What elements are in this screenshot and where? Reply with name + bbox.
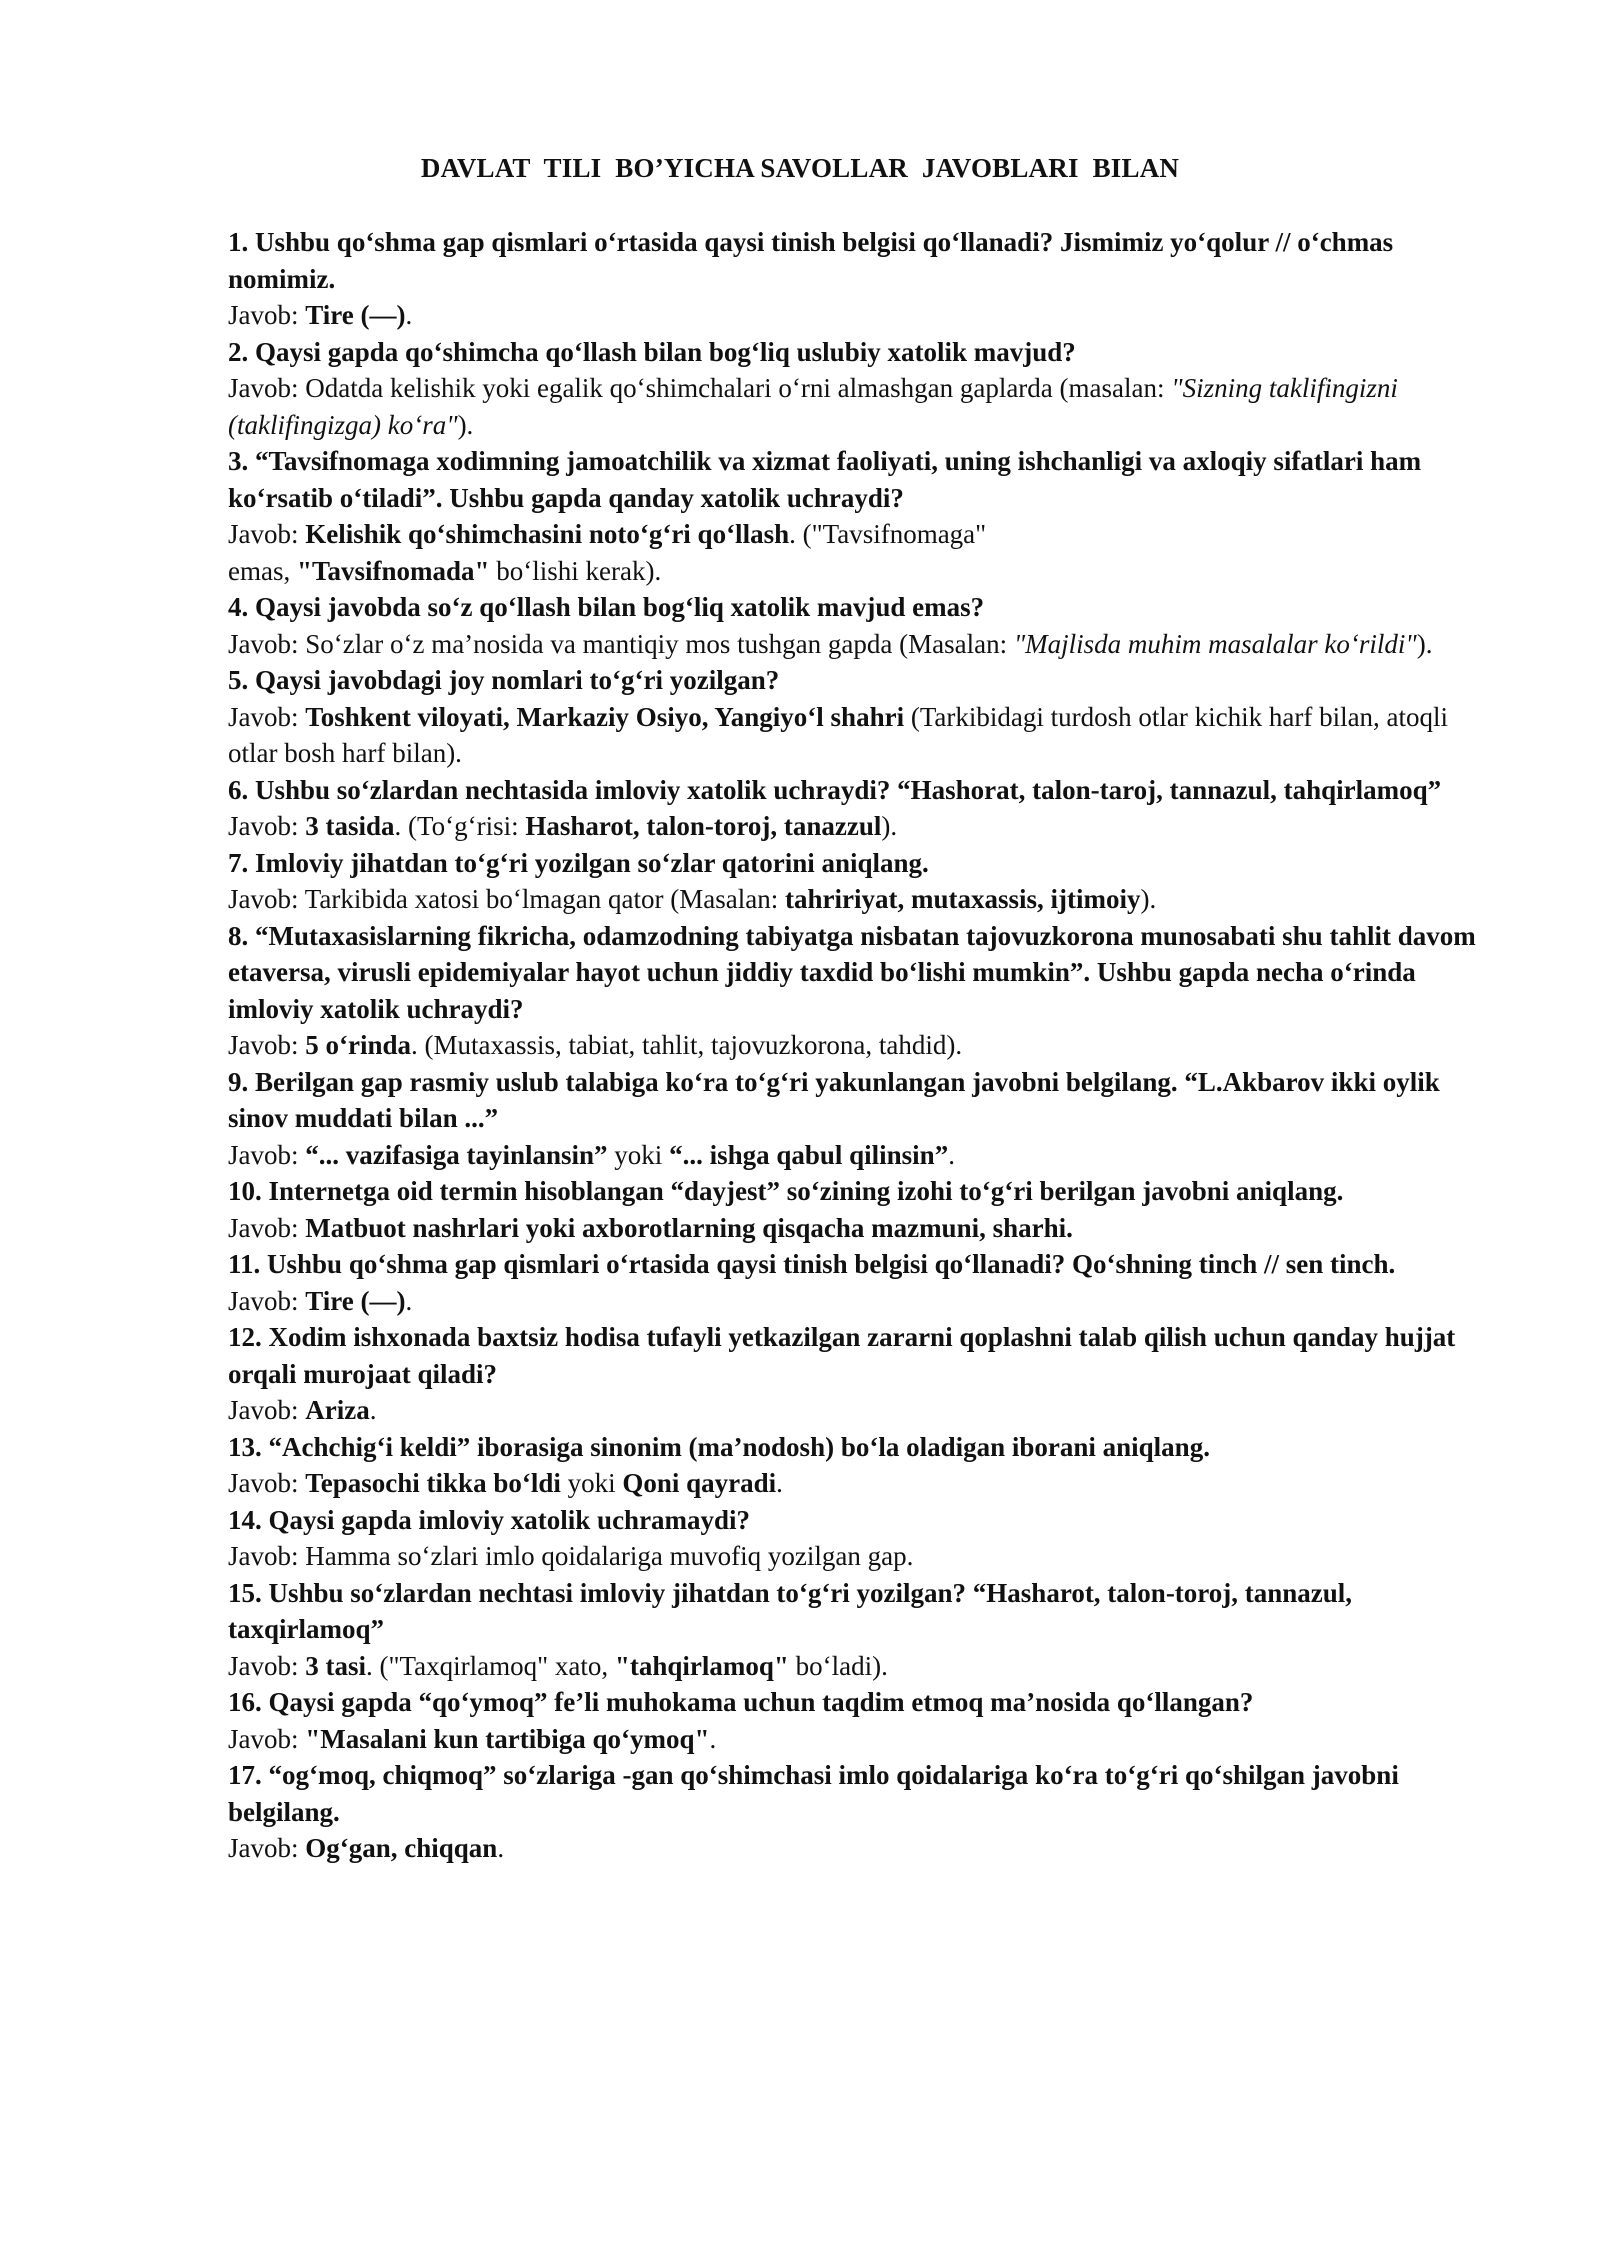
answer-segment: "Majlisda muhim masalalar ko‘rildi" — [1013, 628, 1417, 659]
answer-segment: tahririyat, mutaxassis, ijtimoiy — [784, 884, 1141, 914]
answer-segment: Odatda kelishik yoki egalik qo‘shimchalari o‘rni almashgan gaplarda (masalan: — [305, 373, 1172, 403]
answer-segment: emas, — [228, 555, 297, 586]
answer-16 — [228, 1721, 1488, 1758]
answer-11 — [228, 1283, 1488, 1320]
question-9: 9. Berilgan gap rasmiy uslub talabiga ko‘ra to‘g‘ri yakunlangan javobni belgilang. “L.Akbarov ikki oylik sinov muddati bilan ...” — [228, 1066, 1440, 1133]
question-5: 5. Qaysi javobdagi joy nomlari to‘g‘ri yozilgan? — [228, 665, 780, 695]
answer-label: Javob: — [228, 519, 306, 549]
answer-label: Javob: — [228, 1833, 306, 1863]
answer-label: Javob: — [228, 811, 306, 841]
answer-label: Javob: — [228, 1212, 306, 1243]
answer-segment: 3 tasi — [305, 1650, 366, 1681]
answer-segment: . — [369, 1395, 377, 1425]
answer-segment: Matbuot nashrlari yoki axborotlarning qisqacha mazmuni, sharhi. — [305, 1212, 1073, 1243]
answer-segment: . — [948, 1139, 955, 1170]
answer-segment: . (Mutaxassis, tabiat, tahlit, tajovuzkorona, tahdid). — [411, 1030, 963, 1060]
answer-segment: ). — [1416, 628, 1433, 659]
answer-segment: ). — [1140, 884, 1157, 914]
answer-label: Javob: — [228, 1650, 306, 1681]
answer-8 — [228, 1027, 1488, 1064]
answer-1 — [228, 297, 1488, 334]
answer-label: Javob: — [228, 1723, 306, 1754]
answer-segment: . — [497, 1833, 505, 1863]
answer-2 — [228, 370, 1488, 443]
answer-label: Javob: — [228, 1139, 306, 1170]
answer-9 — [228, 1137, 1488, 1174]
document-title: DAVLAT TILI BO’YICHA SAVOLLAR JAVOBLARI BILAN — [420, 153, 1180, 183]
answer-segment: Hasharot, talon-toroj, tanazzul — [525, 811, 882, 841]
answer-segment: . — [405, 1285, 413, 1316]
answer-segment: Ariza — [305, 1395, 370, 1425]
answer-segment: Tire (—) — [305, 1285, 406, 1316]
answer-segment: "tahqirlamoq" — [614, 1650, 789, 1681]
answer-segment: Kelishik qo‘shimchasini noto‘g‘ri qo‘llash — [305, 519, 790, 549]
answer-segment: . — [709, 1723, 717, 1754]
answer-label: Javob: — [228, 1541, 306, 1571]
answer-segment: "Masalani kun tartibiga qo‘ymoq" — [305, 1723, 710, 1754]
answer-segment: “... ishga qabul qilinsin” — [669, 1139, 949, 1170]
answer-segment: Qoni qayradi — [622, 1468, 777, 1498]
answer-segment: Hamma so‘zlari imlo qoidalariga muvofiq yozilgan gap. — [305, 1541, 914, 1571]
answer-label: Javob: — [228, 300, 306, 330]
answer-segment: . (To‘g‘risi: — [394, 811, 526, 841]
answer-segment: yoki — [560, 1468, 623, 1498]
question-11: 11. Ushbu qo‘shma gap qismlari o‘rtasida qaysi tinish belgisi qo‘llanadi? Qo‘shning tinch // sen tinch. — [228, 1249, 1396, 1279]
answer-segment: Toshkent viloyati, Markaziy Osiyo, Yangiyo‘l shahri — [305, 701, 905, 732]
answer-segment: (Tarkibidagi turdosh otlar kichik harf bilan, atoqli otlar bosh harf bilan). — [228, 701, 1449, 768]
answer-label: Javob: — [228, 1395, 306, 1425]
answer-segment: “... vazifasiga tayinlansin” — [305, 1139, 608, 1170]
answer-10 — [228, 1210, 1488, 1247]
answer-label: Javob: — [228, 1030, 306, 1060]
answer-segment: . ("Tavsifnomaga" — [789, 519, 987, 549]
answer-segment: 5 o‘rinda — [305, 1030, 412, 1060]
answer-14 — [228, 1538, 1488, 1575]
answer-segment: So‘zlar o‘z ma’nosida va mantiqiy mos tushgan gapda (Masalan: — [305, 628, 1014, 659]
answer-segment: Tire (—) — [305, 300, 406, 330]
answer-6 — [228, 808, 1488, 845]
answer-12 — [228, 1392, 1488, 1429]
question-14: 14. Qaysi gapda imloviy xatolik uchramaydi? — [228, 1504, 751, 1535]
question-16: 16. Qaysi gapda “qo‘ymoq” fe’li muhokama uchun taqdim etmoq ma’nosida qo‘llangan? — [228, 1687, 1254, 1717]
question-12: 12. Xodim ishxonada baxtsiz hodisa tufayli yetkazilgan zararni qoplashni talab qilish uchun qanday hujjat orqali murojaat qiladi? — [228, 1322, 1456, 1389]
answer-segment: "Sizning taklifingizni (taklifingizga) ko‘ra" — [228, 373, 1398, 440]
answer-segment: bo‘ladi). — [788, 1650, 888, 1681]
qa-list — [228, 224, 1488, 1867]
answer-4 — [228, 626, 1488, 663]
answer-segment: . — [776, 1468, 783, 1498]
answer-segment: 3 tasida — [305, 811, 395, 841]
answer-segment: . ("Taxqirlamoq" xato, — [366, 1650, 615, 1681]
question-3: 3. “Tavsifnomaga xodimning jamoatchilik va xizmat faoliyati, uning ishchanligi va axloqiy sifatlari ham ko‘rsatib o‘tiladi”. Ushbu gapda qanday xatolik uchraydi? — [228, 446, 1422, 513]
answer-label: Javob: — [228, 373, 306, 403]
question-6: 6. Ushbu so‘zlardan nechtasida imloviy xatolik uchraydi? “Hashorat, talon-taroj, tannazul, tahqirlamoq” — [228, 774, 1442, 805]
question-1: 1. Ushbu qo‘shma gap qismlari o‘rtasida qaysi tinish belgisi qo‘llanadi? Jismimiz yo‘qolur // o‘chmas nomimiz. — [228, 227, 1394, 294]
question-15: 15. Ushbu so‘zlardan nechtasi imloviy jihatdan to‘g‘ri yozilgan? “Hasharot, talon-toroj, tannazul, taxqirlamoq” — [228, 1577, 1353, 1644]
answer-label: Javob: — [228, 628, 306, 659]
answer-segment: yoki — [607, 1139, 670, 1170]
answer-segment: Tepasochi tikka bo‘ldi — [305, 1468, 561, 1498]
question-4: 4. Qaysi javobda so‘z qo‘llash bilan bog‘liq xatolik mavjud emas? — [228, 592, 985, 622]
answer-segment: "Tavsifnomada" — [296, 555, 490, 586]
question-17: 17. “og‘moq, chiqmoq” so‘zlariga -gan qo‘shimchasi imlo qoidalariga ko‘ra to‘g‘ri qo‘shilgan javobni belgilang. — [228, 1760, 1399, 1827]
answer-label: Javob: — [228, 884, 305, 914]
answer-3 — [228, 516, 1488, 589]
answer-segment: bo‘lishi kerak). — [489, 555, 662, 586]
answer-segment: Tarkibida xatosi bo‘lmagan qator (Masalan: — [304, 884, 785, 914]
answer-label: Javob: — [228, 701, 306, 732]
question-13: 13. “Achchig‘i keldi” iborasiga sinonim (ma’nodosh) bo‘la oladigan iborani aniqlang. — [228, 1431, 1210, 1462]
question-2: 2. Qaysi gapda qo‘shimcha qo‘llash bilan bog‘liq uslubiy xatolik mavjud? — [228, 336, 1076, 367]
answer-15 — [228, 1648, 1488, 1685]
answer-7 — [228, 881, 1488, 918]
answer-segment: ). — [457, 409, 474, 440]
question-8: 8. “Mutaxasislarning fikricha, odamzodning tabiyatga nisbatan tajovuzkorona munosabati shu tahlit davom etaversa, virusli epidemiyalar hayot uchun jiddiy taxdid bo‘lishi mumkin”. Ushbu gapda necha o‘rinda imloviy xatolik uchraydi? — [228, 920, 1476, 1024]
answer-label: Javob: — [228, 1468, 306, 1498]
answer-13 — [228, 1465, 1488, 1502]
answer-5 — [228, 699, 1488, 772]
answer-17 — [228, 1830, 1488, 1867]
answer-label: Javob: — [228, 1285, 306, 1316]
answer-segment: . — [405, 300, 413, 330]
answer-segment: Og‘gan, chiqqan — [305, 1833, 498, 1863]
answer-segment: ). — [881, 811, 898, 841]
question-7: 7. Imloviy jihatdan to‘g‘ri yozilgan so‘zlar qatorini aniqlang. — [228, 847, 929, 878]
question-10: 10. Internetga oid termin hisoblangan “dayjest” so‘zining izohi to‘g‘ri berilgan javobni aniqlang. — [228, 1176, 1344, 1206]
